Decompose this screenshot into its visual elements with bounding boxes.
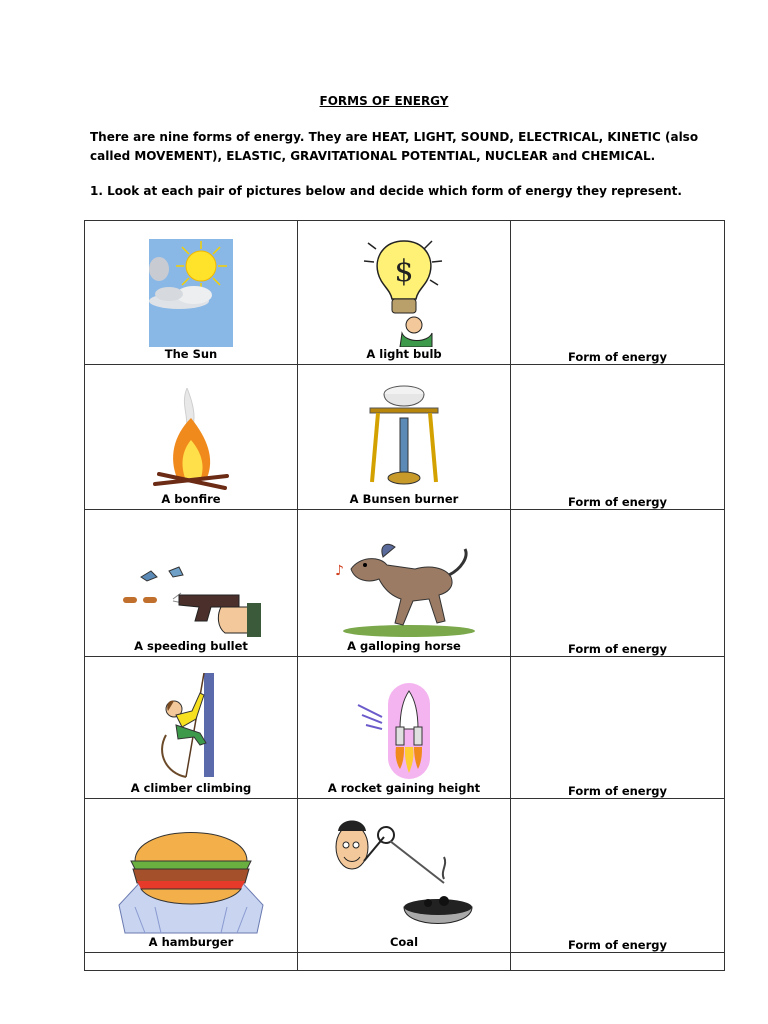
page-title: FORMS OF ENERGY [319,94,449,108]
form-of-energy-cell[interactable] [511,365,725,510]
picture-cell [298,510,511,657]
picture-cell [85,657,298,799]
light-bulb-icon [362,235,446,347]
table-row [85,510,725,657]
picture-caption: A bonfire [161,492,221,506]
hamburger-icon [115,817,267,935]
picture-caption: A galloping horse [347,639,461,653]
form-of-energy-label: Form of energy [567,784,668,798]
form-of-energy-label: Form of energy [567,495,668,509]
sun-icon [149,239,233,347]
picture-caption: A rocket gaining height [327,781,481,795]
picture-caption: A speeding bullet [134,639,248,653]
picture-cell [298,799,511,953]
form-of-energy-cell[interactable] [511,221,725,365]
picture-caption: A light bulb [366,347,442,361]
question-1: 1. Look at each pair of pictures below and decide which form of energy they represent. [90,184,682,198]
picture-caption: Coal [389,935,419,949]
table-row-empty [85,953,725,971]
table-row [85,657,725,799]
table-row [85,365,725,510]
picture-caption: A climber climbing [130,781,252,795]
picture-caption: The Sun [164,347,218,361]
rocket-icon [356,681,452,781]
form-of-energy-label: Form of energy [567,938,668,952]
form-of-energy-label: Form of energy [567,350,668,364]
picture-cell [298,221,511,365]
picture-cell [298,657,511,799]
bunsen-burner-icon [362,382,446,492]
form-of-energy-cell[interactable] [511,799,725,953]
empty-cell [511,953,725,971]
picture-caption: A Bunsen burner [349,492,459,506]
picture-cell [85,799,298,953]
bullet-icon [121,563,261,639]
form-of-energy-cell[interactable] [511,657,725,799]
empty-cell [298,953,511,971]
horse-icon [329,535,479,639]
coal-icon [334,817,474,935]
table-row [85,799,725,953]
picture-caption: A hamburger [148,935,234,949]
climber-icon [156,673,226,781]
empty-cell [85,953,298,971]
form-of-energy-cell[interactable] [511,510,725,657]
picture-cell [85,221,298,365]
table-row [85,221,725,365]
svg-text:$: $ [394,254,414,289]
picture-cell [85,510,298,657]
energy-table [84,220,725,971]
svg-text:♪: ♪ [335,563,344,579]
form-of-energy-label: Form of energy [567,642,668,656]
intro-paragraph: There are nine forms of energy. They are HEAT, LIGHT, SOUND, ELECTRICAL, KINETIC (also called MOVEMENT), ELASTIC, GRAVITATIONAL POTENTIAL, NUCLEAR and CHEMICAL. [90,130,699,163]
picture-cell [85,365,298,510]
bonfire-icon [149,388,233,492]
picture-cell [298,365,511,510]
